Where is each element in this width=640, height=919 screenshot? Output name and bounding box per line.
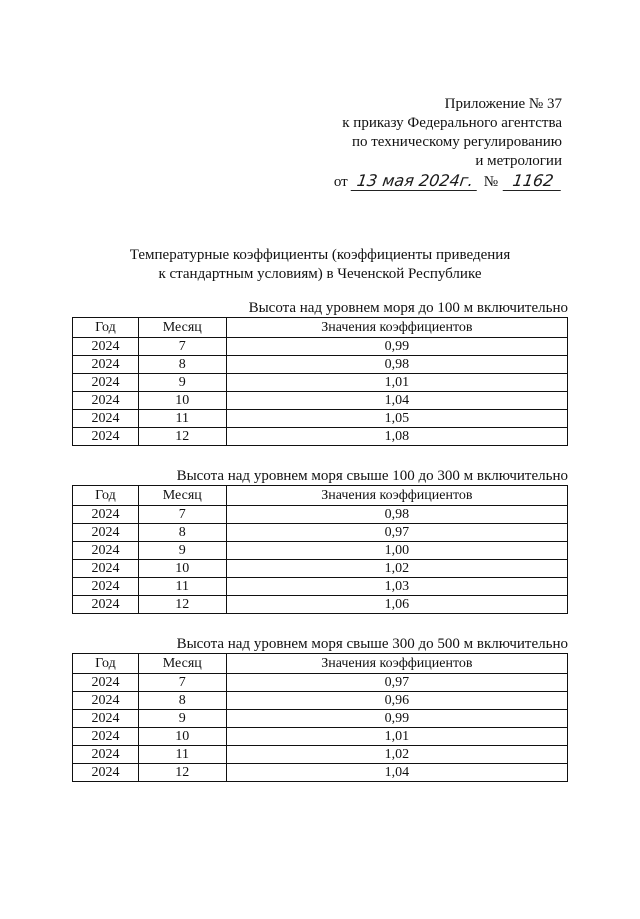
table-row [73,410,568,428]
cell-value: 1,02 [226,746,567,764]
cell-month: 8 [138,692,226,710]
cell-value: 1,01 [226,374,567,392]
table-row [73,560,568,578]
column-header-value: Значения коэффициентов [226,486,567,506]
cell-value: 1,01 [226,728,567,746]
cell-year: 2024 [73,542,139,560]
table-section-2 [72,468,568,614]
cell-month: 9 [138,374,226,392]
table-row [73,674,568,692]
cell-year: 2024 [73,428,139,446]
cell-year: 2024 [73,710,139,728]
cell-year: 2024 [73,764,139,782]
cell-year: 2024 [73,506,139,524]
column-header-year: Год [73,486,139,506]
cell-value: 0,97 [226,674,567,692]
cell-month: 10 [138,728,226,746]
cell-value: 0,96 [226,692,567,710]
heading-line-1: Температурные коэффициенты (коэффициенты приведения [129,247,511,263]
cell-value: 1,08 [226,428,567,446]
cell-value: 0,97 [226,524,567,542]
table-row [73,692,568,710]
table-row [73,764,568,782]
cell-year: 2024 [73,728,139,746]
coefficients-table [72,653,568,782]
cell-month: 12 [138,764,226,782]
table-header-row [73,654,568,674]
cell-month: 11 [138,746,226,764]
handwritten-date: 13 мая 2024г. [350,172,479,191]
handwritten-number: 1162 [503,172,564,191]
table-section-1 [72,300,568,446]
cell-year: 2024 [73,596,139,614]
appendix-title: Приложение № 37 [444,96,562,112]
table-row [73,356,568,374]
table-row [73,428,568,446]
table-row [73,710,568,728]
cell-value: 1,06 [226,596,567,614]
table-row [73,746,568,764]
cell-month: 12 [138,596,226,614]
column-header-month: Месяц [138,318,226,338]
cell-year: 2024 [73,578,139,596]
table-row [73,542,568,560]
table-row [73,338,568,356]
table-row [73,374,568,392]
table-caption: Высота над уровнем моря свыше 300 до 500 м включительно [176,636,568,652]
table-row [73,728,568,746]
table-caption: Высота над уровнем моря свыше 100 до 300 м включительно [176,468,568,484]
cell-year: 2024 [73,392,139,410]
cell-value: 0,99 [226,710,567,728]
cell-month: 11 [138,410,226,428]
cell-year: 2024 [73,410,139,428]
cell-value: 1,04 [226,764,567,782]
appendix-block [342,95,562,171]
cell-month: 8 [138,524,226,542]
table-row [73,596,568,614]
number-label: № [483,174,498,190]
cell-year: 2024 [73,560,139,578]
cell-month: 8 [138,356,226,374]
cell-year: 2024 [73,674,139,692]
cell-month: 7 [138,338,226,356]
cell-year: 2024 [73,524,139,542]
appendix-agency-line: по техническому регулированию [351,134,562,150]
cell-month: 7 [138,674,226,692]
table-section-3 [72,636,568,782]
table-row [73,524,568,542]
column-header-value: Значения коэффициентов [226,654,567,674]
cell-value: 1,02 [226,560,567,578]
table-caption: Высота над уровнем моря до 100 м включительно [248,300,568,316]
coefficients-table [72,485,568,614]
order-date-number [334,172,562,191]
cell-value: 0,98 [226,506,567,524]
from-label: от [333,174,348,190]
table-row [73,392,568,410]
cell-month: 9 [138,542,226,560]
heading-line-2: к стандартным условиям) в Чеченской Республике [158,266,482,282]
cell-month: 12 [138,428,226,446]
cell-value: 1,00 [226,542,567,560]
cell-value: 1,05 [226,410,567,428]
table-header-row [73,318,568,338]
cell-value: 1,03 [226,578,567,596]
cell-year: 2024 [73,746,139,764]
column-header-year: Год [73,654,139,674]
table-row [73,506,568,524]
cell-value: 0,99 [226,338,567,356]
column-header-month: Месяц [138,654,226,674]
document-heading [72,246,568,284]
cell-year: 2024 [73,692,139,710]
appendix-metrology-line: и метрологии [475,153,562,169]
appendix-order-line: к приказу Федерального агентства [342,115,562,131]
table-header-row [73,486,568,506]
coefficients-table [72,317,568,446]
column-header-year: Год [73,318,139,338]
cell-year: 2024 [73,338,139,356]
cell-value: 1,04 [226,392,567,410]
cell-month: 11 [138,578,226,596]
cell-year: 2024 [73,356,139,374]
cell-month: 10 [138,392,226,410]
table-row [73,578,568,596]
cell-value: 0,98 [226,356,567,374]
cell-month: 7 [138,506,226,524]
cell-year: 2024 [73,374,139,392]
cell-month: 10 [138,560,226,578]
cell-month: 9 [138,710,226,728]
column-header-value: Значения коэффициентов [226,318,567,338]
column-header-month: Месяц [138,486,226,506]
